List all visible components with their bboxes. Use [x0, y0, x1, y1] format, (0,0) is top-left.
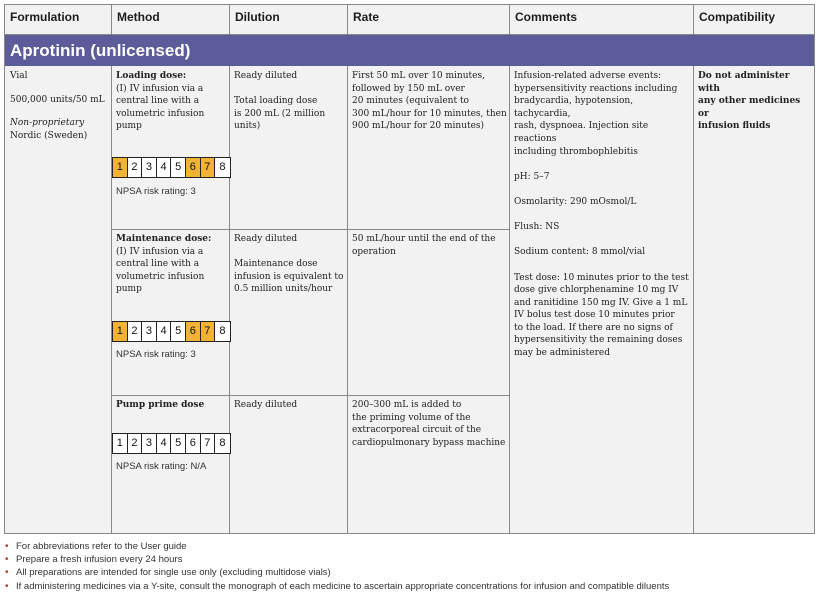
compatibility-cell [698, 70, 814, 133]
npsa-risk-scale [112, 321, 231, 342]
npsa-risk-scale [112, 433, 231, 454]
risk-scale-cell: 7 [201, 322, 216, 341]
header-rate: Rate [348, 5, 510, 35]
risk-scale-cell: 8 [215, 434, 230, 453]
formulation-form: Vial [10, 71, 28, 81]
comment-sodium: Sodium content: 8 mmol/vial [514, 247, 646, 258]
method-line: (I) IV infusion via a [116, 83, 204, 94]
header-method: Method [112, 5, 230, 35]
grid-line [111, 229, 510, 230]
comment-line: may be administered [514, 348, 610, 359]
dilution-line: Ready diluted [234, 234, 298, 244]
footnote: • If administering medicines via a Y-site, consult the monograph of each medicine to ascertain appropriate concentrations for infusion and compatible diluents [4, 580, 669, 593]
dilution-line [234, 246, 346, 259]
method-maintenance-dose [116, 233, 226, 296]
rate-loading-dose [352, 70, 508, 133]
dilution-line: Ready diluted [234, 71, 298, 81]
npsa-risk-rating: NPSA risk rating: N/A [116, 461, 207, 472]
comment-line: Infusion-related adverse events: [514, 71, 662, 81]
dilution-line: Ready diluted [234, 400, 298, 410]
compatibility-line: any other medicines or [698, 96, 801, 119]
dilution-line: Maintenance dose [234, 259, 318, 270]
comments-cell [514, 70, 692, 360]
npsa-risk-scale [112, 157, 231, 178]
header-comments: Comments [510, 5, 694, 35]
comment-osmolarity: Osmolarity: 290 mOsmol/L [514, 196, 637, 207]
comment-flush: Flush: NS [514, 222, 560, 233]
risk-scale-cell: 7 [201, 158, 216, 177]
comment-line: bradycardia, hypotension, tachycardia, [514, 96, 634, 119]
risk-scale-cell: 2 [128, 322, 143, 341]
risk-scale-cell: 1 [113, 434, 128, 453]
footnotes [4, 540, 669, 593]
risk-scale-cell: 4 [157, 434, 172, 453]
rate-line: 900 mL/hour for 20 minutes) [352, 121, 485, 132]
method-line: (I) IV infusion via a [116, 246, 204, 257]
formulation-manufacturer: Nordic (Sweden) [10, 130, 88, 141]
risk-scale-cell: 3 [142, 158, 157, 177]
header-formulation: Formulation [5, 5, 112, 35]
rate-maintenance-dose [352, 233, 508, 258]
footnote: • All preparations are intended for single use only (excluding multidose vials) [4, 566, 669, 579]
grid-line [347, 66, 348, 534]
comment-line: hypersensitivity reactions including [514, 83, 678, 94]
formulation-cell [10, 70, 108, 142]
risk-scale-cell: 6 [186, 322, 201, 341]
dilution-line: infusion is equivalent to [234, 271, 344, 282]
grid-line [229, 66, 230, 534]
grid-line [111, 66, 112, 534]
risk-scale-cell: 5 [171, 434, 186, 453]
method-line: central line with a [116, 96, 200, 107]
comment-line: hypersensitivity the remaining doses [514, 335, 683, 346]
method-line: volumetric infusion [116, 108, 205, 119]
grid-line [509, 66, 510, 534]
comment-line: IV bolus test dose 10 minutes prior [514, 310, 675, 321]
risk-scale-cell: 2 [128, 434, 143, 453]
rate-line: cardiopulmonary bypass machine [352, 437, 506, 448]
rate-line: followed by 150 mL over [352, 83, 465, 94]
footnote: • Prepare a fresh infusion every 24 hours [4, 553, 669, 566]
risk-scale-cell: 1 [113, 158, 128, 177]
method-loading-dose [116, 70, 226, 133]
risk-scale-cell: 4 [157, 322, 172, 341]
comment-line: Test dose: 10 minutes prior to the test [514, 272, 689, 283]
header-compatibility: Compatibility [694, 5, 814, 35]
dilution-maintenance-dose [234, 233, 346, 296]
npsa-risk-rating: NPSA risk rating: 3 [116, 186, 196, 197]
method-pump-prime-dose [116, 399, 226, 412]
dilution-line [234, 83, 346, 96]
comment-line: and ranitidine 150 mg IV. Give a 1 mL [514, 297, 688, 308]
method-title: Pump prime dose [116, 400, 205, 410]
rate-line: 200–300 mL is added to [352, 400, 462, 410]
comment-ph: pH: 5–7 [514, 171, 550, 182]
grid-line [693, 66, 694, 534]
dilution-pump-prime-dose [234, 399, 346, 412]
grid-line [111, 395, 510, 396]
rate-line: extracorporeal circuit of the [352, 425, 482, 436]
risk-scale-cell: 5 [171, 322, 186, 341]
compatibility-line: infusion fluids [698, 121, 771, 132]
dilution-line: Total loading dose [234, 96, 318, 107]
comment-line: including thrombophlebitis [514, 146, 638, 157]
rate-line: 50 mL/hour until the end of the [352, 234, 496, 244]
rate-line: 20 minutes (equivalent to [352, 96, 469, 107]
dilution-line: 0.5 million units/hour [234, 284, 333, 295]
risk-scale-cell: 1 [113, 322, 128, 341]
drug-title-banner: Aprotinin (unlicensed) [5, 35, 814, 66]
rate-line: 300 mL/hour for 10 minutes, then [352, 108, 507, 119]
risk-scale-cell: 7 [201, 434, 216, 453]
rate-line: First 50 mL over 10 minutes, [352, 71, 485, 81]
method-title: Loading dose: [116, 71, 187, 81]
risk-scale-cell: 4 [157, 158, 172, 177]
rate-line: operation [352, 246, 396, 257]
footnote: • For abbreviations refer to the User guide [4, 540, 669, 553]
risk-scale-cell: 5 [171, 158, 186, 177]
method-line: central line with a [116, 259, 200, 270]
formulation-strength: 500,000 units/50 mL [10, 94, 105, 105]
risk-scale-cell: 3 [142, 322, 157, 341]
risk-scale-cell: 8 [215, 158, 230, 177]
method-title: Maintenance dose: [116, 234, 212, 244]
method-line: volumetric infusion [116, 271, 205, 282]
comment-line: dose give chlorphenamine 10 mg IV [514, 285, 679, 296]
header-dilution: Dilution [230, 5, 348, 35]
risk-scale-cell: 2 [128, 158, 143, 177]
comment-line: to the load. If there are no signs of [514, 322, 673, 333]
risk-scale-cell: 3 [142, 434, 157, 453]
dilution-line: is 200 mL (2 million [234, 108, 326, 119]
comment-line: rash, dyspnoea. Injection site reactions [514, 121, 649, 144]
formulation-type: Non-proprietary [10, 118, 85, 129]
risk-scale-cell: 6 [186, 158, 201, 177]
npsa-risk-rating: NPSA risk rating: 3 [116, 349, 196, 360]
monograph-table [4, 4, 815, 534]
dilution-loading-dose [234, 70, 346, 133]
method-line: pump [116, 121, 142, 132]
risk-scale-cell: 6 [186, 434, 201, 453]
dilution-line: units) [234, 121, 261, 132]
rate-pump-prime-dose [352, 399, 508, 449]
rate-line: the priming volume of the [352, 412, 471, 423]
method-line: pump [116, 284, 142, 295]
risk-scale-cell: 8 [215, 322, 230, 341]
compatibility-line: Do not administer with [698, 71, 790, 94]
